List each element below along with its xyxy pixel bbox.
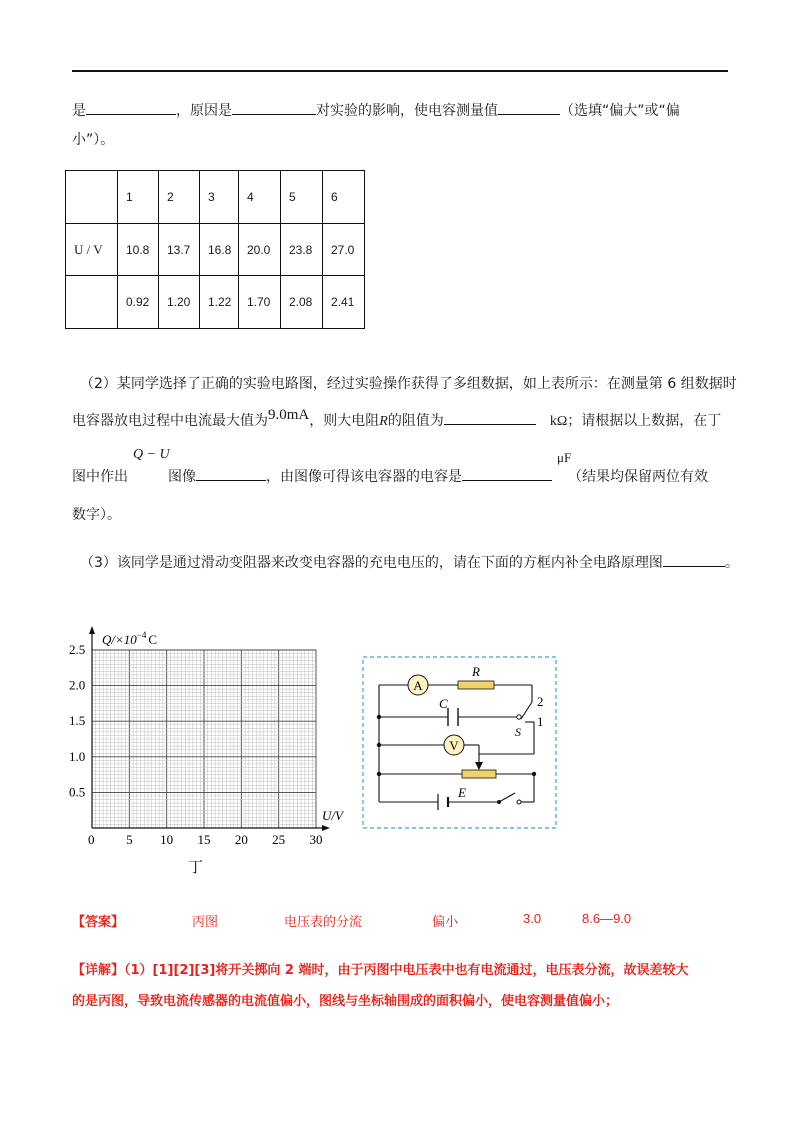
x-tick-labels [126, 832, 322, 847]
graph-caption: 丁 [188, 860, 204, 876]
x-tick-label: 5 [126, 832, 133, 847]
table-row-label: U / V [66, 224, 118, 276]
x-axis-arrow [322, 825, 330, 831]
q1-text-c: 对实验的影响，使电容测量值 [316, 103, 498, 119]
slider-arrow [475, 762, 483, 770]
q1-text-a: 是 [72, 103, 86, 119]
table-cell: 1 [118, 171, 159, 224]
table-row-q [66, 276, 365, 329]
voltmeter [444, 735, 464, 755]
q2-text-c: 的阻值为 [387, 413, 444, 429]
header-rule [72, 70, 728, 72]
rheostat [462, 770, 496, 778]
q-u-graph [68, 622, 358, 882]
q2-text-a: 电容器放电过程中电流最大值为 [72, 413, 268, 429]
y-tick-labels [69, 642, 85, 799]
junction-dots [377, 715, 536, 804]
table-cell: 6 [323, 171, 365, 224]
voltmeter-label: V [449, 738, 459, 753]
y-tick-label: 2.0 [69, 677, 86, 693]
x-tick-label: 25 [272, 832, 286, 847]
table-cell: 4 [239, 171, 281, 224]
label-r: R [472, 664, 480, 679]
unit-kohm: kΩ [549, 414, 568, 429]
ammeter [408, 675, 428, 695]
answer-blank-5[interactable] [196, 466, 266, 481]
switch-terminal-1 [517, 715, 521, 719]
label-e: E [458, 785, 466, 800]
table-header-row [66, 171, 365, 224]
q1-text-b: ，原因是 [176, 103, 232, 119]
table-row-u [66, 224, 365, 276]
table-cell: 23.8 [281, 224, 323, 276]
answer-blank-1[interactable] [86, 100, 176, 115]
table-cell: 0.92 [118, 276, 159, 329]
table-cell: 16.8 [200, 224, 239, 276]
x-tick-label: 10 [160, 832, 174, 847]
q2-text-d: ；请根据以上数据，在丁 [567, 413, 722, 429]
table-cell: 1.70 [239, 276, 281, 329]
circuit-diagram-frame [362, 656, 558, 830]
table-cell: 20.0 [239, 224, 281, 276]
x-tick-label: 30 [309, 832, 323, 847]
table-cell: 13.7 [159, 224, 200, 276]
q2-text-h: （结果均保留两位有效 [568, 469, 708, 485]
ammeter-label: A [413, 678, 423, 693]
y-axis-arrow [89, 626, 95, 634]
q2-line-3 [72, 466, 708, 486]
data-table [65, 170, 365, 329]
answer-blank-4[interactable] [444, 410, 536, 425]
y-axis-label: $Q/\times 10^{-4}$ C [102, 630, 158, 647]
q3-line-1 [80, 552, 739, 572]
answer-blank-2[interactable] [232, 100, 316, 115]
answer-item-5: 8.6—9.0 [582, 911, 632, 926]
q3-text-end: 。 [724, 555, 739, 571]
y-tick-label: 2.5 [69, 642, 86, 657]
answer-blank-7[interactable] [663, 552, 725, 567]
q2-text-b: ，则大电阻 [309, 413, 380, 429]
y-tick-label: 1.5 [69, 713, 86, 729]
switch-terminal [517, 800, 521, 804]
answer-item-1: 丙图 [192, 915, 219, 930]
table-cell: 5 [281, 171, 323, 224]
q1-line-2: 小”）。 [72, 132, 115, 148]
table-cell: 2.08 [281, 276, 323, 329]
x-axis-label: U/V [322, 808, 343, 823]
q1-line-1 [72, 100, 680, 120]
q2-text-e: 图中作出 [72, 469, 128, 485]
answer-label: 【答案】 [72, 915, 125, 930]
origin-label: 0 [88, 832, 95, 847]
q3-text: （3）该同学是通过滑动变阻器来改变电容器的充电电压的，请在下面的方框内补全电路原理图 [80, 555, 663, 571]
answer-item-2: 电压表的分流 [284, 915, 363, 930]
detail-text-1: （1）[1][2][3]将开关掷向 2 端时，由于丙图中电压表中也有电流通过，电压表分流，故误差较大 [124, 963, 689, 978]
detail-label: 【详解】 [72, 963, 125, 978]
q1-text-d: （选填“偏大”或“偏 [560, 103, 680, 119]
table-cell: 27.0 [323, 224, 365, 276]
label-terminal-2: 2 [537, 694, 544, 709]
q2-line-1: （2）某同学选择了正确的实验电路图，经过实验操作获得了多组数据，如上表所示：在测量第 6 组数据时 [80, 376, 737, 392]
q-u-expression: Q − U [133, 447, 170, 462]
unit-microfarad: μF [557, 450, 572, 465]
table-cell [66, 171, 118, 224]
answer-blank-6[interactable] [462, 466, 552, 481]
label-c: C [439, 696, 448, 711]
q2-line-4: 数字）。 [72, 507, 121, 523]
table-cell: 10.8 [118, 224, 159, 276]
detail-line-1 [72, 961, 688, 980]
answer-item-3: 偏小 [432, 915, 459, 930]
detail-line-2: 的是丙图，导致电流传感器的电流值偏小，图线与坐标轴围成的面积偏小，使电容测量值偏小； [72, 994, 619, 1009]
x-tick-label: 15 [197, 832, 211, 847]
table-cell: 3 [200, 171, 239, 224]
y-tick-label: 1.0 [69, 748, 86, 764]
resistor-r [458, 681, 494, 689]
table-row-label [66, 276, 118, 329]
resistor-symbol-text: R [379, 414, 388, 429]
label-terminal-1: 1 [537, 714, 544, 729]
x-tick-label: 20 [234, 832, 248, 847]
table-cell: 2.41 [323, 276, 365, 329]
q2-text-g: ，由图像可得该电容器的电容是 [266, 469, 462, 485]
q2-text-f: 图像 [168, 469, 196, 485]
q2-line-2 [72, 407, 722, 431]
answer-item-4: 3.0 [523, 911, 542, 926]
table-cell: 1.22 [200, 276, 239, 329]
max-current-value: 9.0mA [268, 407, 310, 423]
graph-grid [92, 650, 316, 828]
table-cell: 2 [159, 171, 200, 224]
answer-blank-3[interactable] [498, 100, 560, 115]
table-cell: 1.20 [159, 276, 200, 329]
y-tick-label: 0.5 [69, 784, 86, 800]
label-s: S [515, 725, 521, 739]
